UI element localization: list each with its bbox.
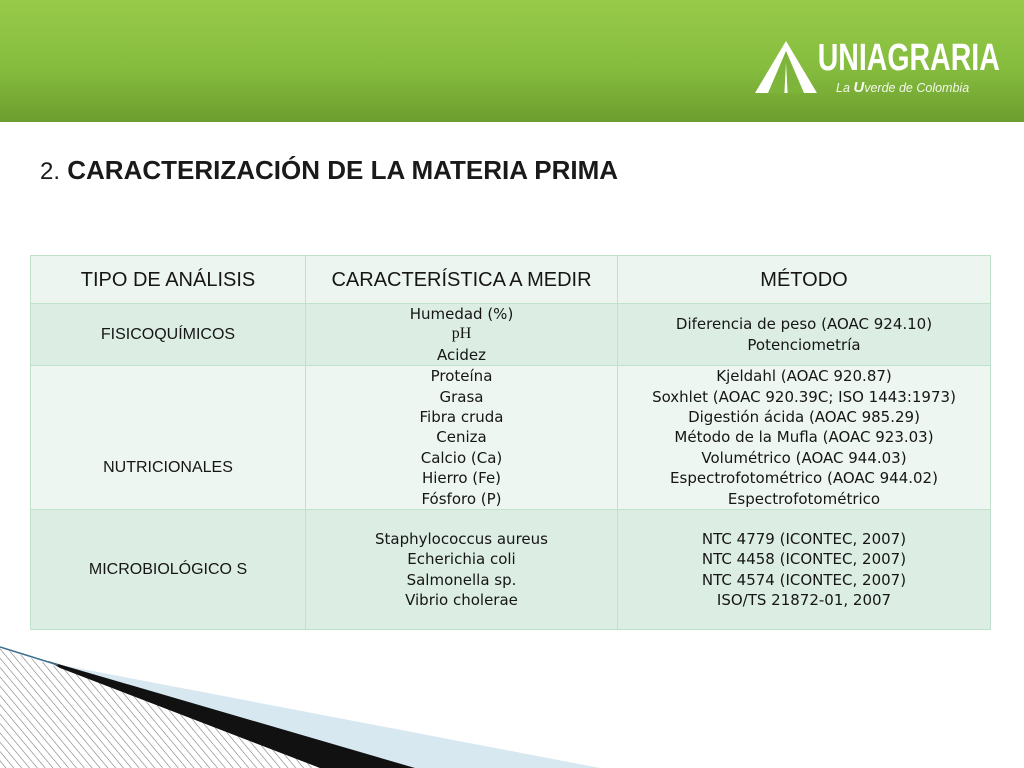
characteristic-item: Humedad (%): [409, 305, 514, 323]
characteristics-cell: [306, 304, 618, 366]
table-header-row: [31, 256, 991, 304]
method-item: Digestión ácida (AOAC 985.29): [688, 408, 920, 427]
table-row: [31, 366, 991, 510]
analysis-type-cell: [31, 304, 306, 366]
method-item: ISO/TS 21872-01, 2007: [716, 590, 892, 609]
title-number: 2.: [40, 158, 61, 185]
method-item: NTC 4574 (ICONTEC, 2007): [701, 570, 907, 589]
header-band: [0, 0, 1024, 122]
method-item: NTC 4458 (ICONTEC, 2007): [701, 550, 907, 569]
characteristic-item: Proteína: [430, 367, 493, 386]
analysis-table: [30, 255, 991, 630]
characteristic-item: Salmonella sp.: [406, 570, 517, 589]
characteristics-cell: [306, 510, 618, 630]
analysis-type-label: MICROBIOLÓGICO S: [88, 560, 248, 578]
characteristic-item: Staphylococcus aureus: [375, 529, 548, 548]
header-method: MÉTODO: [618, 256, 991, 304]
method-item: Potenciometría: [747, 335, 861, 354]
logo-wordmark: UNIAGRARIA: [817, 37, 1000, 79]
characteristic-item: Calcio (Ca): [420, 448, 503, 467]
method-item: Método de la Mufla (AOAC 923.03): [674, 428, 934, 447]
characteristic-item: pH: [451, 325, 472, 343]
characteristic-item: Echerichia coli: [407, 550, 516, 569]
tagline-prefix: La: [836, 81, 854, 95]
tagline-initial: U: [853, 79, 865, 96]
analysis-type-cell: [31, 366, 306, 510]
header-analysis-type: TIPO DE ANÁLISIS: [31, 256, 306, 304]
table-row: [31, 304, 991, 366]
characteristics-cell: [306, 366, 618, 510]
corner-decoration: [0, 640, 620, 768]
table-row: [31, 510, 991, 630]
method-item: Kjeldahl (AOAC 920.87): [716, 367, 892, 386]
characteristic-item: Fósforo (P): [421, 489, 502, 508]
characteristic-item: Fibra cruda: [419, 408, 504, 427]
method-item: Soxhlet (AOAC 920.39C; ISO 1443:1973): [652, 387, 956, 406]
analysis-type-cell: [31, 510, 306, 630]
characteristic-item: Ceniza: [436, 428, 487, 447]
methods-cell: [618, 366, 991, 510]
method-item: Volumétrico (AOAC 944.03): [701, 448, 907, 467]
method-item: Diferencia de peso (AOAC 924.10): [675, 315, 933, 334]
method-item: NTC 4779 (ICONTEC, 2007): [701, 529, 907, 548]
tagline-rest: verde de Colombia: [864, 81, 970, 95]
characteristic-item: Hierro (Fe): [421, 469, 502, 488]
characteristic-item: Vibrio cholerae: [405, 590, 518, 609]
methods-cell: [618, 304, 991, 366]
title-text: CARACTERIZACIÓN DE LA MATERIA PRIMA: [67, 155, 619, 185]
methods-cell: [618, 510, 991, 630]
header-characteristic: CARACTERÍSTICA A MEDIR: [306, 256, 618, 304]
method-item: Espectrofotométrico: [727, 489, 881, 508]
characteristic-item: Acidez: [436, 345, 487, 364]
analysis-type-label: FISICOQUÍMICOS: [100, 325, 236, 343]
slide-title: [40, 155, 618, 187]
logo-tagline: [836, 80, 969, 96]
road-triangle-icon: [754, 40, 818, 94]
method-item: Espectrofotométrico (AOAC 944.02): [670, 469, 938, 488]
characteristic-item: Grasa: [439, 387, 484, 406]
analysis-type-label: NUTRICIONALES: [103, 458, 233, 476]
